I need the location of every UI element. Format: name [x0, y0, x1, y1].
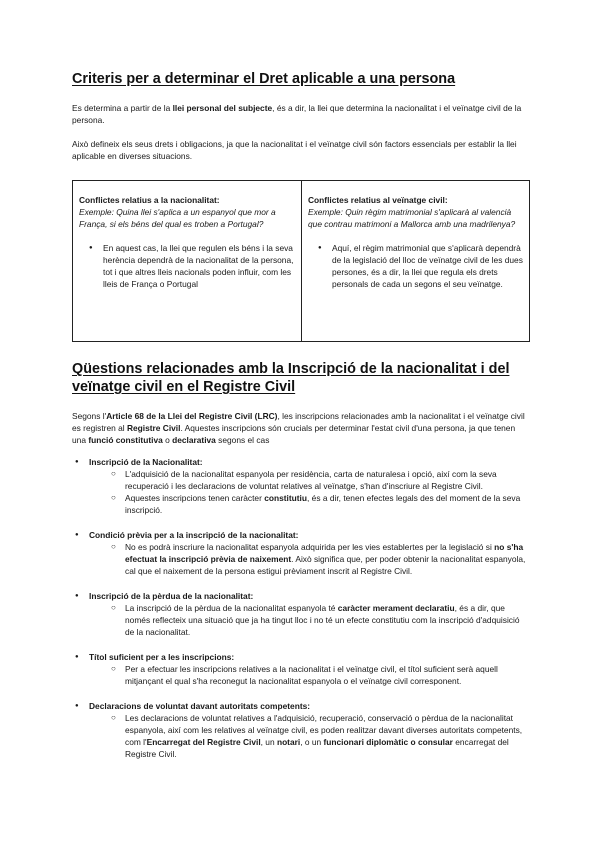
sub-item — [111, 541, 530, 577]
bold-text: Article 68 de la Llei del Registre Civil (LRC) — [106, 411, 278, 421]
text: , un — [260, 737, 277, 747]
registry-list — [72, 456, 530, 760]
text: o — [162, 435, 173, 445]
text: No es podrà inscriure la nacionalitat espanyola adquirida per les vies establertes per la legislació si — [125, 542, 495, 552]
list-item — [72, 700, 530, 760]
text: , és a dir, la llei que determina la nacionalitat i el veïnatge civil de la persona. — [72, 103, 522, 125]
list-item: ● En aquest cas, la llei que regulen els béns i la seva herència dependrà de la nacionalitat de la persona, tot i que altres lleis nacionals poden influir, com les lleis de França o Portugal — [103, 242, 295, 290]
sub-item: ○ Per a efectuar les inscripcions relatives a la nacionalitat i el veïnatge civil, el títol suficient serà aquell mitjançant el qual s'ha reconegut la nacionalitat espanyola o el veïnatge civil corresponent. — [111, 663, 530, 687]
list-item — [72, 456, 530, 516]
sub-item — [111, 602, 530, 638]
list-item — [72, 590, 530, 638]
document-page — [72, 70, 530, 773]
cell-bullets — [308, 242, 523, 290]
item-title: Títol suficient per a les inscripcions: — [89, 652, 235, 662]
bold-text: notari — [276, 737, 301, 747]
item-title: Inscripció de la pèrdua de la nacionalitat: — [89, 591, 254, 601]
bold-text: llei personal del subjecte — [172, 103, 273, 113]
bold-text: Registre Civil — [126, 423, 181, 433]
list-item — [72, 651, 530, 687]
text: , és a dir, que només reflecteix una situació que ja ha tingut lloc i no té un efecte constitutiu com la inscripció d'adquisició de la nacionalitat. — [125, 603, 520, 637]
item-title: Inscripció de la Nacionalitat: — [89, 457, 203, 467]
text: . Aquestes inscripcions són crucials per determinar l'estat civil d'una persona, ja que tenen una — [72, 423, 516, 445]
sub-list — [89, 541, 530, 577]
text: segons el cas — [215, 435, 270, 445]
sub-list — [89, 712, 530, 760]
text: Es determina a partir de la — [72, 103, 173, 113]
cell-example: Exemple: Quin règim matrimonial s'aplicarà al valencià que contrau matrimoni a Mallorca amb una madrilenya? — [308, 207, 516, 229]
text: Aquestes inscripcions tenen caràcter — [125, 493, 265, 503]
bold-text: Encarregat del Registre Civil — [146, 737, 261, 747]
sub-list — [89, 663, 530, 687]
bold-text: no s'ha efectuat la inscripció prèvia de naixement — [125, 542, 524, 564]
cell-example: Exemple: Quina llei s'aplica a un espanyol que mor a França, si els béns del qual es troben a Portugal? — [79, 207, 276, 229]
section-title-criteria: Criteris per a determinar el Dret aplicable a una persona — [72, 71, 456, 87]
bold-text: funcionari diplomàtic o consular — [323, 737, 453, 747]
cell-heading: Conflictes relatius al veïnatge civil: — [308, 195, 448, 205]
conflicts-residence-cell — [301, 181, 529, 341]
item-title: Condició prèvia per a la inscripció de la nacionalitat: — [89, 530, 299, 540]
sub-item — [111, 492, 530, 516]
bold-text: declarativa — [172, 435, 216, 445]
paragraph-rights: Això defineix els seus drets i obligacions, ja que la nacionalitat i el veïnatge civil són factors essencials per establir la llei aplicable en diverses situacions. — [72, 139, 517, 161]
cell-bullets — [79, 242, 295, 290]
conflicts-nationality-cell — [73, 181, 301, 341]
text: . Això significa que, per poder obtenir la nacionalitat espanyola, cal que el naixement de la persona estigui prèviament inscrit al Registre Civil. — [125, 554, 526, 576]
section-title-registry: Qüestions relacionades amb la Inscripció de la nacionalitat i del veïnatge civil en el Registre Civil — [72, 361, 510, 395]
bold-text: caràcter merament declaratiu — [337, 603, 455, 613]
sub-item — [111, 712, 530, 760]
text: encarregat del Registre Civil. — [125, 737, 509, 759]
text: , les inscripcions relacionades amb la nacionalitat i el veïnatge civil es registren al — [72, 411, 525, 433]
text: , o un — [300, 737, 324, 747]
list-item: ● Aquí, el règim matrimonial que s'aplicarà dependrà de la legislació del lloc de veïnatge civil de les dues persones, és a dir, la llei que regula els drets personals de cada un segons el seu veïnatge. — [332, 242, 523, 290]
text: , és a dir, tenen efectes legals des del moment de la seva inscripció. — [125, 493, 521, 515]
sub-list — [89, 602, 530, 638]
conflicts-table — [72, 180, 530, 342]
paragraph-personal-law — [72, 102, 530, 126]
text: Les declaracions de voluntat relatives a l'adquisició, recuperació, conservació o pèrdua de la nacionalitat espanyola, així com les relatives al veïnatge civil, es poden realitzar davant diverses autoritats competents, com l' — [125, 713, 523, 747]
item-title: Declaracions de voluntat davant autoritats competents: — [89, 701, 311, 711]
cell-heading: Conflictes relatius a la nacionalitat: — [79, 195, 220, 205]
bold-text: constitutiu — [264, 493, 308, 503]
paragraph-intro — [72, 410, 530, 446]
list-item — [72, 529, 530, 577]
text: Segons l' — [72, 411, 107, 421]
bold-text: funció constitutiva — [88, 435, 163, 445]
sub-item: ○ L'adquisició de la nacionalitat espanyola per residència, carta de naturalesa i opció, així com la seva recuperació i les declaracions de voluntat relatives al veïnatge, s'han d'inscriure al Registre Civil. — [111, 468, 530, 492]
text: La inscripció de la pèrdua de la nacionalitat espanyola té — [125, 603, 338, 613]
sub-list — [89, 468, 530, 516]
